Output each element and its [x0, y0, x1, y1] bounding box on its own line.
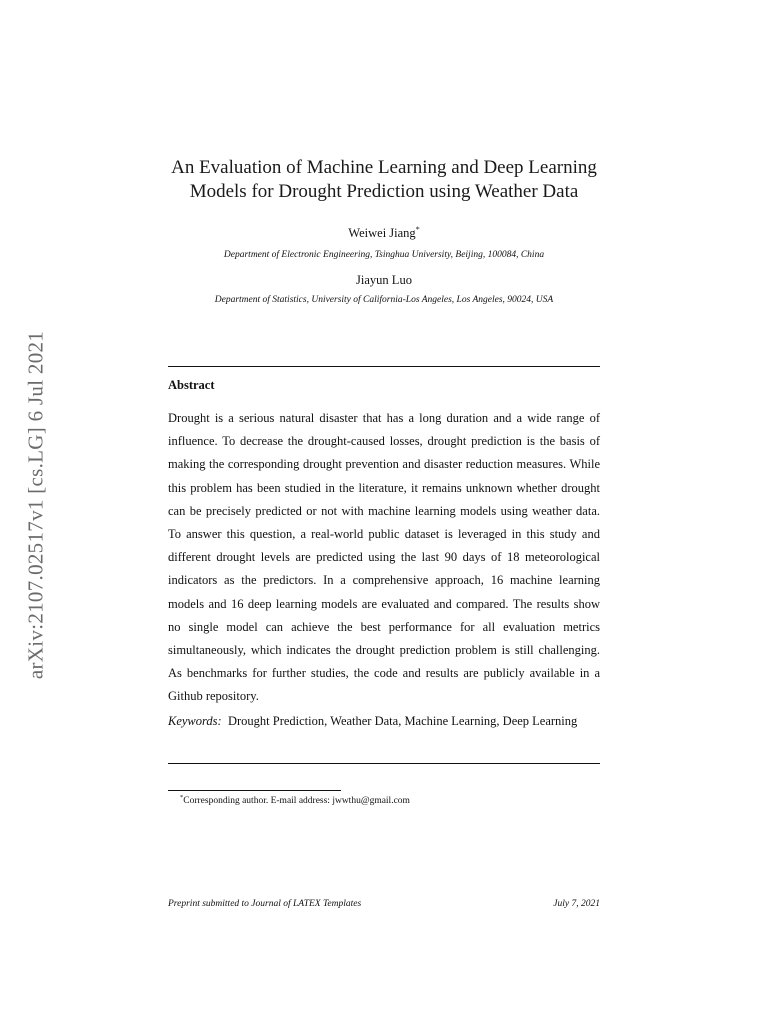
paper-title — [120, 156, 648, 204]
footnote — [180, 794, 410, 806]
author-1 — [120, 225, 648, 241]
author-1-mark: * — [415, 225, 420, 234]
abstract-top-rule — [168, 366, 600, 367]
author-2-affiliation: Department of Statistics, University of California-Los Angeles, Los Angeles, 90024, USA — [214, 295, 554, 305]
author-2 — [120, 273, 648, 288]
footer-date: July 7, 2021 — [553, 899, 600, 909]
title-line-2: Models for Drought Prediction using Weather Data — [189, 181, 579, 202]
footnote-text: Corresponding author. E-mail address: jwwthu@gmail.com — [183, 796, 410, 807]
author-2-name: Jiayun Luo — [356, 273, 412, 287]
abstract-bottom-rule — [168, 763, 600, 764]
arxiv-identifier: arXiv:2107.02517v1 [cs.LG] 6 Jul 2021 — [23, 330, 48, 680]
footer-preprint-note: Preprint submitted to Journal of LATEX Templates — [168, 899, 362, 909]
footnote-mark: * — [180, 794, 184, 801]
author-1-name: Weiwei Jiang — [348, 226, 416, 241]
keywords-label: Keywords: — [168, 714, 222, 728]
author-1-affiliation: Department of Electronic Engineering, Tsinghua University, Beijing, 100084, China — [223, 250, 545, 260]
keywords — [168, 710, 600, 733]
title-line-1: An Evaluation of Machine Learning and Deep Learning — [171, 157, 597, 178]
abstract-text: Drought is a serious natural disaster that has a long duration and a wide range of influence. To decrease the drought-caused losses, drought prediction is the basis of making the corresponding drought prevention and disaster reduction measures. While this problem has been studied in the literature, it remains unknown whether drought can be precisely predicted or not with machine learning models using weather data. To answer this question, a real-world public dataset is leveraged in this study and different drought levels are predicted using the last 90 days of 18 meteorological indicators as the predictors. In a comprehensive approach, 16 machine learning models and 16 deep learning models are evaluated and compared. The results show no single model can achieve the best performance for all evaluation metrics simultaneously, which indicates the drought prediction problem is still challenging. As benchmarks for further studies, the code and results are publicly available in a Github repository. — [168, 411, 600, 704]
keywords-text: Drought Prediction, Weather Data, Machine Learning, Deep Learning — [227, 714, 578, 728]
abstract-heading: Abstract — [168, 378, 215, 392]
footnote-rule — [168, 790, 341, 791]
